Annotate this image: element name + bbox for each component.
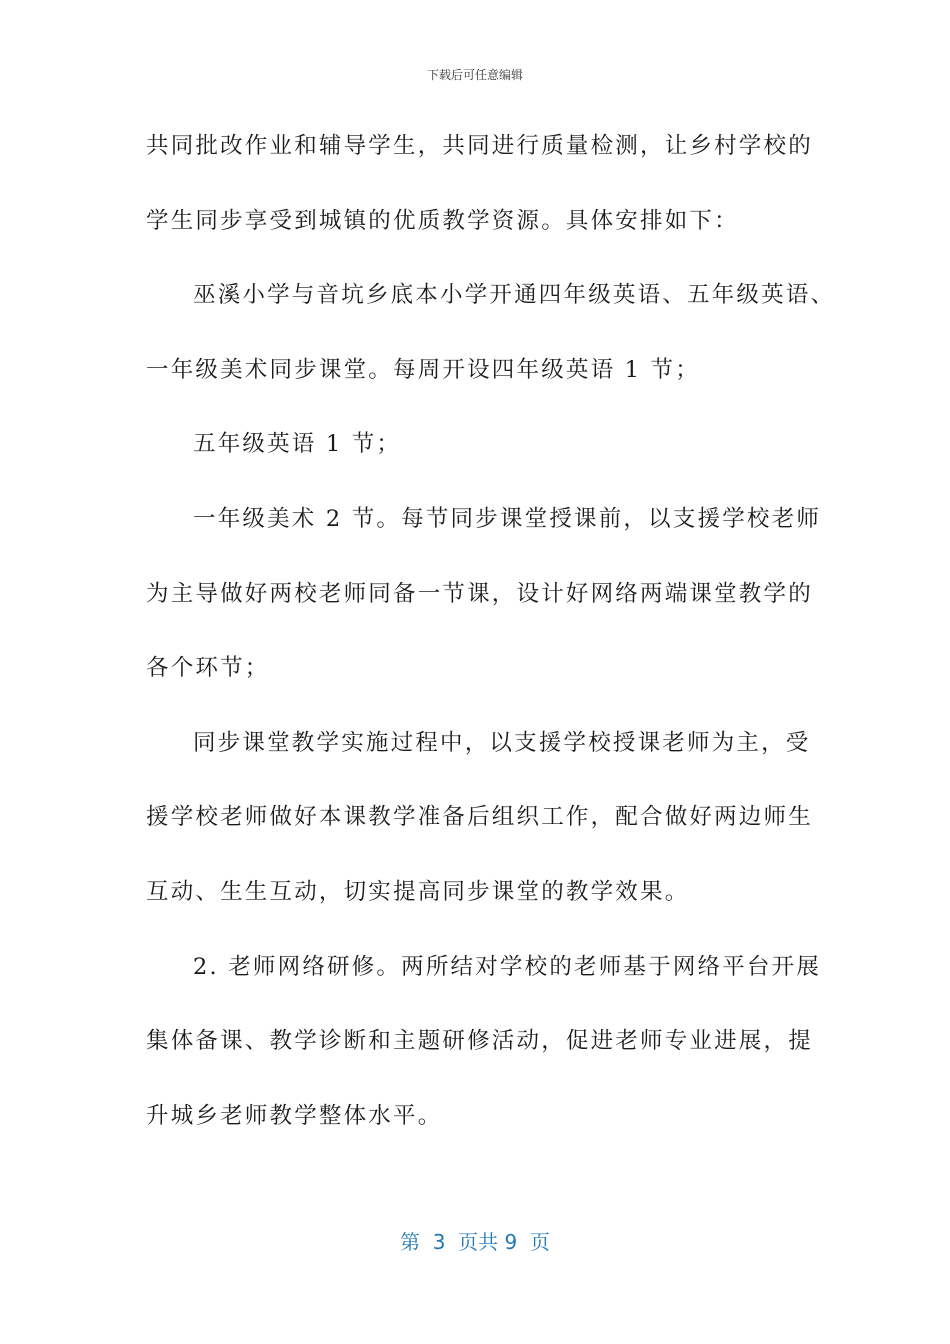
text-line: 一年级美术 2 节。每节同步课堂授课前，以支援学校老师 [193,505,822,532]
text-line: 同步课堂教学实施过程中，以支援学校授课老师为主，受 [193,729,811,756]
text-line: 升城乡老师教学整体水平。 [146,1102,443,1129]
text-line: 援学校老师做好本课教学准备后组织工作，配合做好两边师生 [146,804,813,831]
text-line: 为主导做好两校老师同备一节课，设计好网络两端课堂教学的 [146,580,813,607]
page-footer: 第 3 页共 9 页 [400,1230,550,1254]
text-line: 集体备课、教学诊断和主题研修活动，促进老师专业进展，提 [146,1028,813,1055]
text-line: 共同批改作业和辅导学生，共同进行质量检测，让乡村学校的 [146,133,813,159]
page-header: 下载后可任意编辑 [426,68,523,82]
text-line: 一年级美术同步课堂。每周开设四年级英语 1 节； [146,356,700,383]
text-line: 五年级英语 1 节； [193,431,402,458]
text-line: 学生同步享受到城镇的优质教学资源。具体安排如下： [146,207,739,234]
text-line: 各个环节； [146,655,270,682]
text-line: 互动、生生互动，切实提高同步课堂的教学效果。 [146,878,690,905]
text-line: 巫溪小学与音坑乡底本小学开通四年级英语、五年级英语、 [193,282,836,309]
text-line: 2. 老师网络研修。两所结对学校的老师基于网络平台开展 [193,953,822,980]
document-body [146,120,836,1164]
